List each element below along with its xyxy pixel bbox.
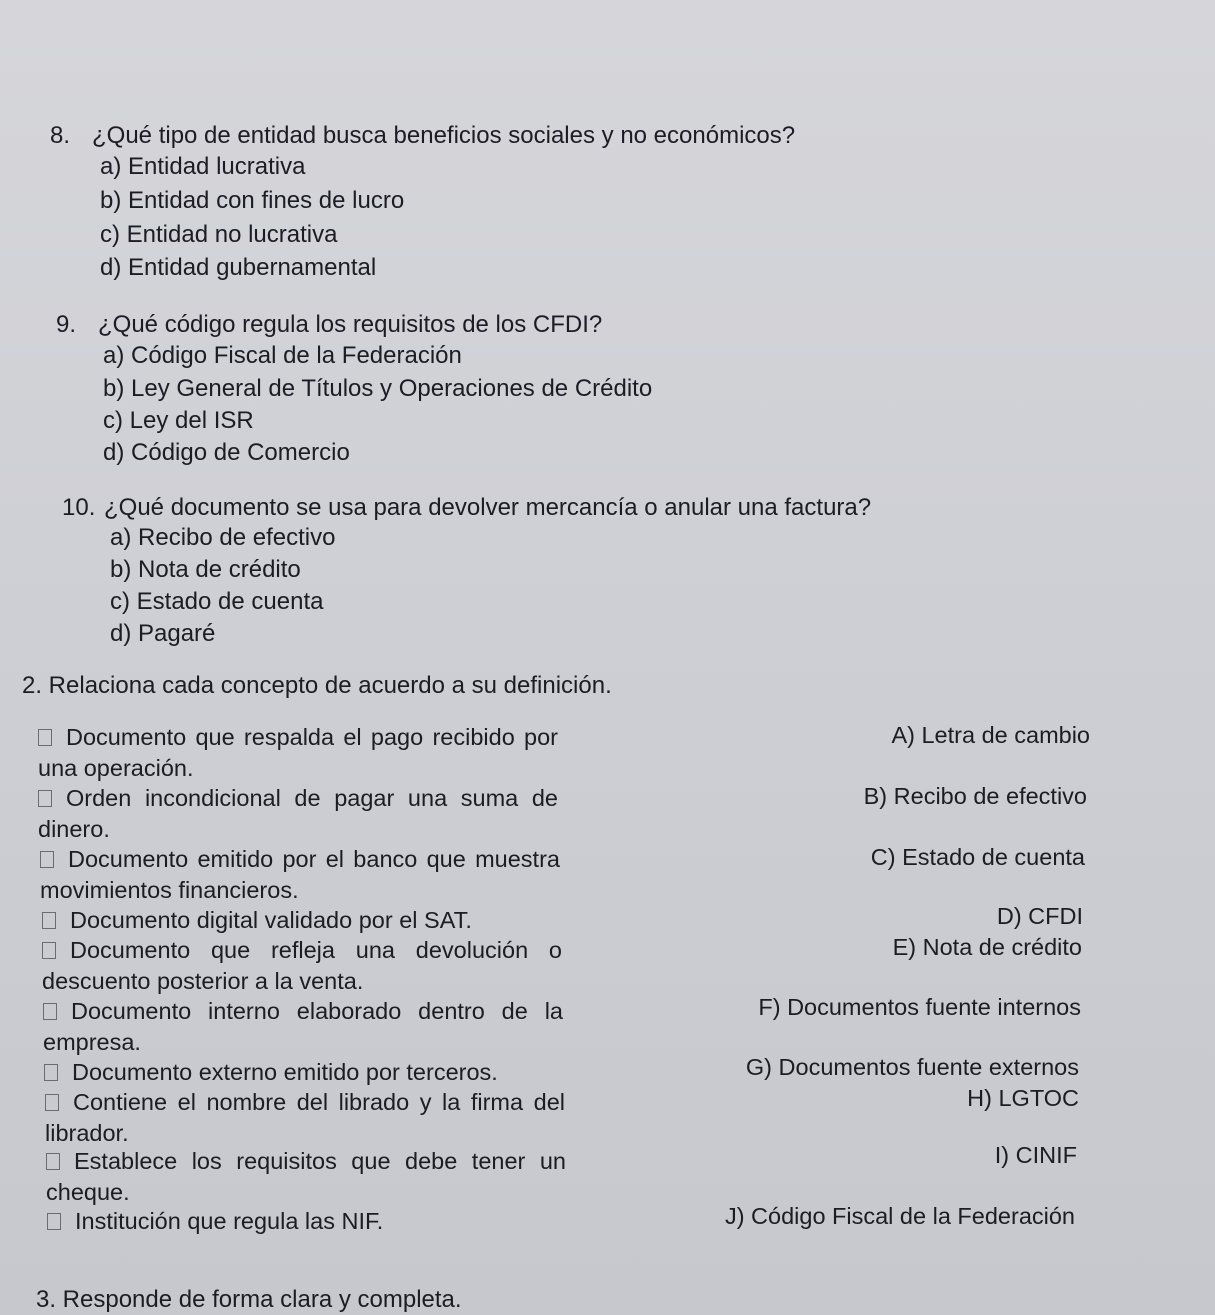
question-9 xyxy=(56,311,602,339)
answer-box[interactable] xyxy=(42,942,56,959)
definition-text: Documento emitido por el banco que muestra movimientos financieros. xyxy=(40,846,560,903)
answer-box[interactable] xyxy=(44,1064,58,1081)
definition-2 xyxy=(38,783,558,845)
answer-box[interactable] xyxy=(42,912,56,929)
definition-text: Contiene el nombre del librado y la firma del librador. xyxy=(45,1089,565,1146)
concept-b: B) Recibo de efectivo xyxy=(863,783,1087,809)
answer-box[interactable] xyxy=(40,851,54,868)
definition-text: Institución que regula las NIF. xyxy=(75,1208,384,1234)
option-8b: b) Entidad con fines de lucro xyxy=(100,187,405,214)
concept-d: D) CFDI xyxy=(996,903,1083,929)
definition-3 xyxy=(40,844,560,906)
definition-4 xyxy=(42,905,562,936)
option-8d: d) Entidad gubernamental xyxy=(100,254,377,281)
option-9b: b) Ley General de Títulos y Operaciones de Crédito xyxy=(103,375,653,402)
question-number: 8. xyxy=(50,122,71,149)
concept-c: C) Estado de cuenta xyxy=(870,844,1085,870)
concept-a: A) Letra de cambio xyxy=(891,722,1090,748)
definition-6 xyxy=(43,996,563,1058)
question-number: 10. xyxy=(62,494,96,521)
question-8 xyxy=(50,122,795,150)
concept-f: F) Documentos fuente internos xyxy=(758,994,1081,1020)
definition-text: Orden incondicional de pagar una suma de dinero. xyxy=(38,785,558,842)
definition-10 xyxy=(47,1206,567,1237)
definition-text: Documento digital validado por el SAT. xyxy=(70,907,472,933)
section-2-title: 2. Relaciona cada concepto de acuerdo a su definición. xyxy=(22,672,612,699)
option-10a: a) Recibo de efectivo xyxy=(110,524,336,551)
concept-i: I) CINIF xyxy=(994,1142,1077,1168)
question-number: 9. xyxy=(56,311,77,338)
option-9a: a) Código Fiscal de la Federación xyxy=(103,342,462,369)
option-10b: b) Nota de crédito xyxy=(110,556,301,583)
answer-box[interactable] xyxy=(43,1003,57,1020)
question-10 xyxy=(62,494,871,522)
answer-box[interactable] xyxy=(38,729,52,746)
definition-text: Documento que respalda el pago recibido por una operación. xyxy=(38,724,558,781)
option-9d: d) Código de Comercio xyxy=(103,439,350,466)
option-8c: c) Entidad no lucrativa xyxy=(100,221,338,248)
option-10d: d) Pagaré xyxy=(110,620,216,647)
answer-box[interactable] xyxy=(45,1094,59,1111)
question-text: ¿Qué tipo de entidad busca beneficios sociales y no económicos? xyxy=(92,122,796,149)
question-text: ¿Qué código regula los requisitos de los CFDI? xyxy=(98,311,603,338)
option-9c: c) Ley del ISR xyxy=(103,407,254,434)
option-8a: a) Entidad lucrativa xyxy=(100,153,306,180)
definition-text: Documento interno elaborado dentro de la empresa. xyxy=(43,998,563,1055)
definition-9 xyxy=(46,1146,566,1208)
answer-box[interactable] xyxy=(38,790,52,807)
answer-box[interactable] xyxy=(47,1213,61,1230)
definition-text: Documento externo emitido por terceros. xyxy=(72,1059,498,1085)
definition-text: Documento que refleja una devolución o descuento posterior a la venta. xyxy=(42,937,562,994)
question-text: ¿Qué documento se usa para devolver mercancía o anular una factura? xyxy=(104,494,872,521)
definition-text: Establece los requisitos que debe tener un cheque. xyxy=(46,1148,566,1205)
option-10c: c) Estado de cuenta xyxy=(110,588,324,615)
concept-h: H) LGTOC xyxy=(967,1085,1079,1111)
definition-5 xyxy=(42,935,562,997)
concept-j: J) Código Fiscal de la Federación xyxy=(724,1203,1075,1229)
section-3-title: 3. Responde de forma clara y completa. xyxy=(36,1286,462,1313)
answer-box[interactable] xyxy=(46,1153,60,1170)
concept-g: G) Documentos fuente externos xyxy=(745,1054,1079,1080)
definition-7 xyxy=(44,1057,564,1088)
concept-e: E) Nota de crédito xyxy=(892,934,1082,960)
definition-1 xyxy=(38,722,558,784)
definition-8 xyxy=(45,1087,565,1149)
